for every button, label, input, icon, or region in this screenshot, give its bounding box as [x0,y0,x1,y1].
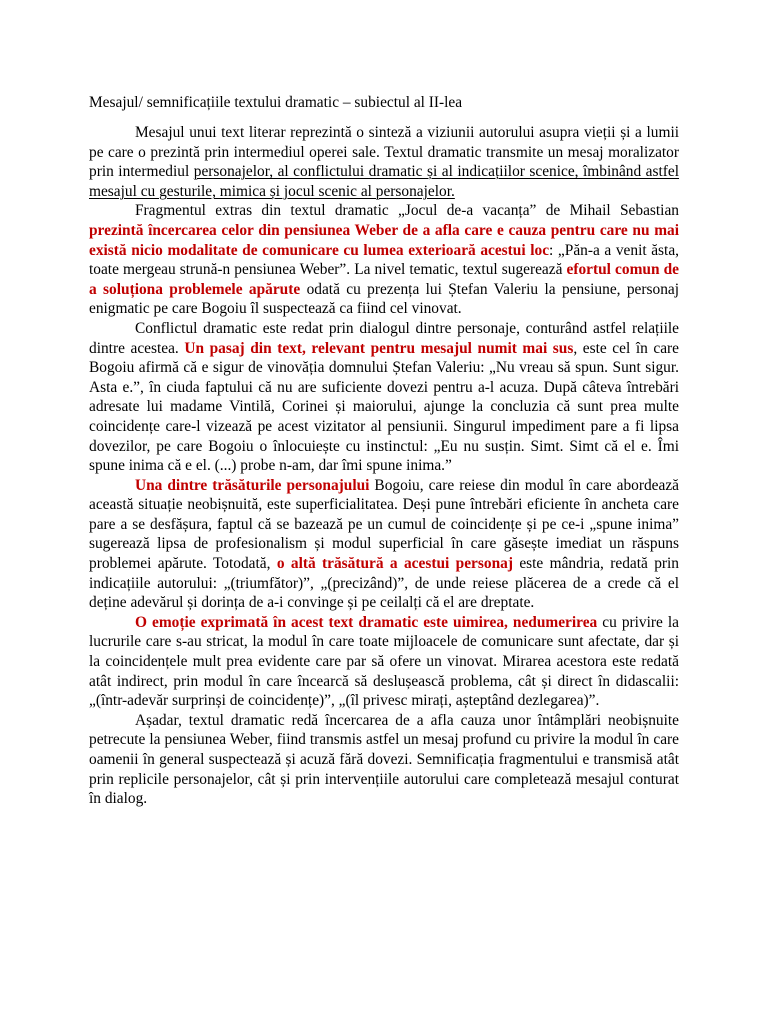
highlighted-text-run: efortul comun de a soluționa problemele apărute [89,261,679,298]
highlighted-text-run: Una dintre trăsăturile personajului [135,476,370,494]
text-run: Bogoiu, care reiese din modul în care abordează această situație neobișnuită, este superficialitatea. Deși pune întrebări eficiente în ancheta care pare a se desfășura, faptul că se bazează pe un cumul de coincidențe și pe ce-i „spune inima” sugerează lipsa de profesionalism și modul superficial în care găsește imediat un răspuns problemei apărute. Totodată, [89,476,679,573]
highlighted-text-run: O emoție exprimată în acest text dramatic este uimirea, nedumerirea [135,613,598,631]
text-run: este mândria, redată prin indicațiile autorului: „(triumfător)”, „(precizând)”, de unde reiese plăcerea de a crede că el deține adevărul și dorința de a-i convinge și pe ceilalți că el are dreptate. [89,555,679,612]
text-run: Fragmentul extras din textul dramatic „Jocul de-a vacanța” de Mihail Sebastian [135,202,679,220]
text-run: Conflictul dramatic este redat prin dialogul dintre personaje, conturând astfel relațiile dintre acestea. [89,319,679,357]
document-title: Mesajul/ semnificațiile textului dramatic – subiectul al II-lea [89,94,463,111]
text-run: odată cu prezența lui Ștefan Valeriu la pensiune, personaj enigmatic pe care Bogoiu îl suspectează ca fiind cel vinovat. [89,280,679,318]
paragraph-conflict [89,319,679,476]
paragraph-fragment-theme [89,201,679,319]
paragraph-intro [89,123,679,201]
underlined-text-run: personajelor, al conflictului dramatic și al indicațiilor scenice, îmbinând astfel mesajul cu gesturile, mimica și jocul scenic al personajelor. [89,163,680,200]
text-run: : „Păn-a a venit ăsta, toate mergeau strună-n pensiunea Weber”. La nivel tematic, textul sugerează [89,241,680,279]
highlighted-text-run: o altă trăsătură a acestui personaj [276,555,513,573]
text-run: , este cel în care Bogoiu afirmă că e sigur de vinovăția domnului Ștefan Valeriu: „Nu vreau să spun. Sunt sigur. Asta e.”, în ciuda faptului că nu are suficiente dovezi pentru a-l acuza. După câteva întrebări adresate lui madame Vintilă, Corinei și maiorului, ajunge la concluzia că sunt prea multe coincidențe care-l vizează pe acest vizitator al pensiunii. Singurul impediment pare a fi lipsa dovezilor, pe care Bogoiu o înlocuiește cu instinctul: „Eu nu susțin. Simt. Simt că el e. Îmi spune inima că e el. (...) probe n-am, dar îmi spune inima.” [89,339,679,475]
highlighted-text-run: prezintă încercarea celor din pensiunea Weber de a afla care e cauza pentru care nu mai există nicio modalitate de comunicare cu lumea exterioară acestui loc [89,221,679,259]
highlighted-text-run: Un pasaj din text, relevant pentru mesajul numit mai sus [184,339,574,357]
paragraph-conclusion [89,711,679,809]
text-run: Mesajul unui text literar reprezintă o sinteză a viziunii autorului asupra vieții și a lumii pe care o prezintă prin intermediul operei sale. Textul dramatic transmite un mesaj moralizator prin intermediul [89,124,679,181]
text-run: Așadar, textul dramatic redă încercarea de a afla cauza unor întâmplări neobișnuite petrecute la pensiunea Weber, fiind transmis astfel un mesaj profund cu privire la modul în care oamenii în general suspectează și acuză fără dovezi. Semnificația fragmentului e transmisă atât prin replicile personajelor, cât și prin intervențiile autorului care completează mesajul conturat în dialog. [89,711,679,808]
text-run: cu privire la lucrurile care s-au stricat, la modul în care toate mijloacele de comunicare sunt afectate, dar și la coincidențele mult prea evidente care par să ofere un vinovat. Mirarea acestora este redată atât indirect, prin modul în care încearcă să deslușească problema, cât și direct în didascalii: „(într-adevăr surprinși de coincidențe)”, „(îl privesc mirați, așteptând dezlegarea)”. [89,613,679,710]
paragraph-emotion [89,613,679,711]
paragraph-character-traits [89,476,679,613]
